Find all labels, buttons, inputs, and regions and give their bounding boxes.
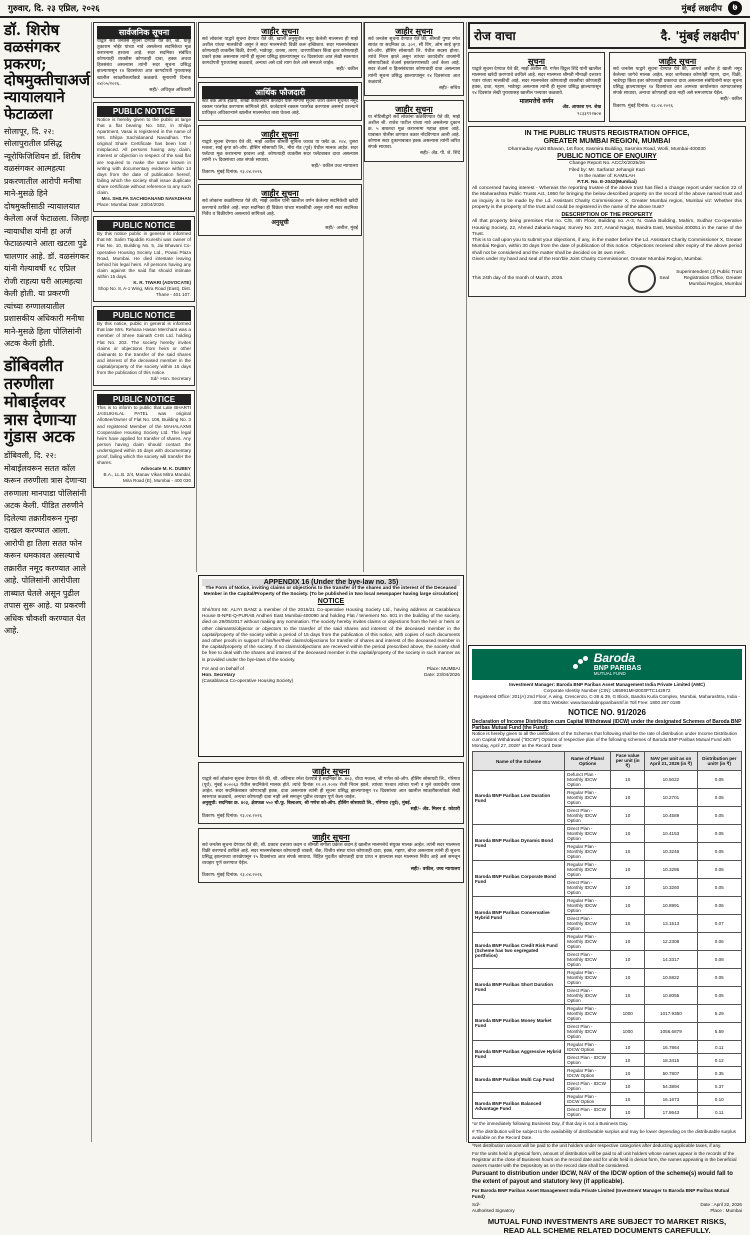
notice-pair <box>468 52 746 126</box>
cell-face-value: 1000 <box>611 1005 645 1023</box>
bnp-sign-left <box>472 1202 515 1214</box>
story-dombivli: डोंबिवली, दि. २२: मोबाईलवरून सतत कॉल करून तरुणीला त्रास देणाऱ्या तरुणाला मानपाडा पोलिसांनी अटक केली. पीडित तरुणीने दिलेल्या तक्रारीवरून गुन्हा दाखल करण्यात आला. आरोपी हा तिला सतत फोन करून धमकावत असल्याचे तक्रारीत नमूद करण्यात आले आहे. पोलिसांनी आरोपीला ताब्यात घेतले असून पुढील तपास सुरू आहे. या प्रकरणी अधिक चौकशी करण्यात येत आहे. <box>4 451 87 636</box>
cell-nav: 10.3246 <box>645 843 697 861</box>
cell-option: Direct Plan - Monthly IDCW Option <box>565 1023 611 1041</box>
notice-title: जाहीर सूचना <box>312 766 350 776</box>
notice-title: जाहीर सूचना <box>261 188 299 199</box>
column-rule <box>91 22 92 1142</box>
possession-notice <box>198 82 362 121</box>
cell-nav: 54.3894 <box>645 1080 697 1093</box>
appendix-place: Place: MUMBAI <box>426 665 460 671</box>
notice-title: सूचना <box>528 56 545 66</box>
cell-nav: 10.5022 <box>645 771 697 789</box>
cell-nav: 10.8991 <box>645 897 697 915</box>
notice-signature: सही/- वकील, उच्च न्यायालय <box>410 867 460 873</box>
table-row <box>473 825 742 843</box>
bnp-footnote-2: # The distribution will be subject to the availability of distributable surplus and may be lower depending on the distributable surplus available on the Record Date. <box>472 1129 736 1141</box>
bnp-notice-title: NOTICE NO. 91/2026 <box>568 707 646 717</box>
cell-distribution: 0.07 <box>697 915 741 933</box>
cell-option: Regular Plan - Monthly IDCW Option <box>565 897 611 915</box>
cell-option: Regular Plan - Monthly IDCW Option <box>565 1005 611 1023</box>
notice-body: सर्व जनतेस याद्वारे सूचना देण्यात येते की, आमचे अशील हे खाली नमूद केलेल्या जागेचे मालक आहेत. सदर जागेबाबत कोणतेही गहाण, दान, विक्री, भाडेपट्टा किंवा इतर कोणत्याही प्रकारचा दावा असल्यास संबंधितांनी सदर सूचना प्रसिद्ध झाल्यापासून १४ दिवसांच्या आत आमच्या कार्यालयात कागदपत्रांसह संपर्क साधावा, अन्यथा कोणताही दावा नाही असे समजण्यात येईल. <box>613 67 742 97</box>
cell-face-value: 10 <box>611 1093 645 1106</box>
cell-option: Regular Plan - IDCW Option <box>565 1067 611 1080</box>
notice-signature: सही/- अशील, मुंबई <box>325 225 358 231</box>
registrar-signatory: Superintendent (J) Public Trust Registration Office, Greater Mumbai Region, Mumbai <box>676 269 742 287</box>
notice-signature: Mrs. SHILPA SACHIDANAND NAVADHAN <box>101 196 191 202</box>
registrar-desc: All that property being premises Flat no. C/5, 4th Floor, Building no. A-3, N. Gana Building, Mahim, Sudhar Co-operative Housing Society, 22, Ahmed Zakaria Nagar, Survey No. 247, Anand Nagar, Bandra East, Mumbai 400051 in the name of the Trust. <box>472 219 742 237</box>
bnp-logo <box>472 649 742 680</box>
notice-signature: सही/- वकील <box>336 67 358 73</box>
masthead-right <box>682 1 742 15</box>
cell-face-value: 10 <box>611 897 645 915</box>
cell-face-value: 10 <box>611 1041 645 1054</box>
cell-face-value: 10 <box>611 789 645 807</box>
cell-option: Regular Plan - Monthly IDCW Option <box>565 843 611 861</box>
cell-option: Direct Plan - Monthly IDCW Option <box>565 987 611 1005</box>
cell-nav: 10.3260 <box>645 879 697 897</box>
cell-distribution: 0.06 <box>697 897 741 915</box>
table-row <box>473 1041 742 1054</box>
cell-face-value: 10 <box>611 1080 645 1093</box>
notice-title: जाहीर सूचना <box>395 26 433 36</box>
notice-body: सर्व लोकांना याद्वारे सूचना देण्यात येते की, खाली अनुसूचीत नमूद केलेली मालमत्ता ही माझे अशील यांच्या मालकीची असून ते सदर मालमत्तेची विक्री करू इच्छितात. सदर मालमत्तेबाबत कोणत्याही व्यक्तीस विक्री, देणगी, भाडेपट्टा, वारसा, तारण, धारणाधिकार किंवा इतर कोणत्याही प्रकारे हक्क असल्यास त्यांनी ही सूचना प्रसिद्ध झाल्यापासून १४ दिवसांच्या आत लेखी स्वरूपात कागदोपत्री पुराव्यांसह कळवावे, अन्यथा असे दावे त्याग केले असे समजले जाईल. <box>202 37 358 67</box>
cell-option: Regular Plan - Monthly IDCW Option <box>565 789 611 807</box>
bnp-intro: Notice is hereby given to all the unitholders of the Schemes that following shall be the rate of distribution under Income Distribution cum Capital Withdrawal ("IDCW") Options of respective plan of the following schemes of Baroda BNP Paribas Mutual Fund with Monday, April 27, 2026* as the Record Date: <box>472 731 738 749</box>
cell-distribution: 0.05 <box>697 771 741 789</box>
registrar-sign-block <box>628 265 742 293</box>
cell-face-value: 10 <box>611 1054 645 1067</box>
registrar-desc-heading: DESCRIPTION OF THE PROPERTY <box>561 211 653 218</box>
bnp-for: For Baroda BNP Paribas Asset Management India Private Limited (Investment Manager to Baroda BNP Paribas Mutual Fund) <box>472 1188 730 1200</box>
notice-deshpande <box>198 762 464 824</box>
public-notice-patel <box>93 390 195 488</box>
promo-right: दै. 'मुंबई लक्षदीप' <box>660 29 740 43</box>
appendix-title: APPENDIX 16 (Under the bye-law no. 35) <box>202 579 460 586</box>
registrar-heading-1: IN THE PUBLIC TRUSTS REGISTRATION OFFICE, <box>524 129 690 137</box>
notice-signature: सही/- वकील <box>720 97 742 103</box>
cell-distribution: 0.05 <box>697 861 741 879</box>
cell-face-value: 10 <box>611 879 645 897</box>
cell-option: Direct Plan - IDCW Option <box>565 1080 611 1093</box>
cell-face-value: 10 <box>611 987 645 1005</box>
registrar-filed-by: Filed by: Mr. Sarfaraz Jehangir Kazi <box>569 167 645 173</box>
cell-nav: 10.8055 <box>645 987 697 1005</box>
bnp-logo-name: Baroda <box>593 651 636 665</box>
cell-scheme: Baroda BNP Paribas Conservative Hybrid Fund <box>473 897 565 933</box>
registrar-footer <box>472 265 742 293</box>
notice-c4-2 <box>364 100 464 162</box>
bnp-disclaimer-1: MUTUAL FUND INVESTMENTS ARE SUBJECT TO MARKET RISKS, <box>487 1217 727 1227</box>
appendix-subtitle: The Form of Notice, inviting claims or objections to the transfer of the shares and the interest of the Deceased Member in the Capital/Property of the Society. (To be published in two local newspaper having large circulation) <box>203 586 459 597</box>
notices-column-2 <box>93 22 195 1142</box>
cell-nav: 18.3415 <box>645 1054 697 1067</box>
cell-scheme: Baroda BNP Paribas Dynamic Bond Fund <box>473 825 565 861</box>
idcw-table-body <box>473 771 742 1119</box>
table-row <box>473 969 742 987</box>
notice-title: जाहीर सूचना <box>658 56 697 66</box>
bnp-date: Date : April 22, 2026 <box>700 1202 742 1208</box>
cell-face-value: 1000 <box>611 1023 645 1041</box>
cell-scheme: Baroda BNP Paribas Multi Cap Fund <box>473 1067 565 1093</box>
cell-distribution: 0.37 <box>697 1080 741 1093</box>
notice-body: याद्वारे सर्व लोकांना सूचना देण्यात येते की, श्री. अविनाश रमेश देशपांडे हे सदनिका क्र. ४०३, चौथा मजला, श्री गणेश को-ऑप. हौसिंग सोसायटी लि., गोरेगाव (पूर्व), मुंबई ४०००६३ येथील सदनिकेचे मालक होते. त्यांचे दिनांक १२.०१.२०२४ रोजी निधन झाले. त्यांच्या पश्चात त्यांच्या पत्नी व मुले कायदेशीर वारस आहेत. सदर सदनिकेबाबत कोणाचाही हक्क, दावा असल्यास त्यांनी ही सूचना प्रसिद्ध झाल्यापासून १४ दिवसांच्या आत खालील स्वाक्षरीकर्त्याकडे लेखी स्वरूपात कळवावे, अन्यथा कोणताही दावा नाही असे समजून पुढील व्यवहार पूर्ण केला जाईल. <box>202 777 460 801</box>
bnp-logo-sub: MUTUAL FUND <box>593 670 626 676</box>
issue-date: गुरुवार, दि. २३ एप्रिल, २०२६ <box>8 3 100 14</box>
headline-dombivli: डोंबिवलीत तरुणीला मोबाईलवर त्रास देणाऱ्या गुंडास अटक <box>4 355 76 447</box>
appendix-date: Date: 23/04/2026 <box>424 672 460 678</box>
bnp-footnote-3: ^Net distribution amount will be paid to the unit holders under respective categories after deducting applicable taxes, if any. <box>472 1143 722 1149</box>
cell-distribution: 0.08 <box>697 951 741 969</box>
cell-option: Defunct Plan - Monthly IDCW Option <box>565 771 611 789</box>
notice-place-date: ठिकाण: मुंबई दिनांक: २३.०४.२०२६ <box>202 813 262 819</box>
notice-place-date: ठिकाण: मुंबई दिनांक: २३.०४.२०२६ <box>202 873 262 879</box>
registrar-ptr: P.T.R. No. E-2042(Mumbai) <box>577 179 637 185</box>
notice-title: जाहीर सूचना <box>312 831 350 842</box>
cell-distribution: 5.29 <box>697 1005 741 1023</box>
cell-nav: 1056.6879 <box>645 1023 697 1041</box>
schedule-heading: मालमत्तेचे वर्णन <box>519 98 554 106</box>
bnp-logo-name2: BNP PARIBAS <box>593 664 642 672</box>
registrar-given: Given under my hand and seal of the Hon'ble Joint Charity Commissioner, Greater Mumbai Region, Mumbai. <box>472 256 703 262</box>
cell-nav: 13.1513 <box>645 915 697 933</box>
notice-body: याद्वारे सूचना देण्यात येते की, माझे अशील श्री. गणेश विठ्ठल शिंदे यांनी खालील मालमत्ता खरेदी करण्याचे ठरविले आहे. सदर मालमत्ता श्रीमती मीनाक्षी दत्तात्रय पवार यांच्या मालकीची आहे. सदर मालमत्तेवर कोणत्याही व्यक्तीचा कोणताही हक्क, दावा, गहाण, भाडेपट्टा असल्यास त्यांनी ही सूचना प्रसिद्ध झाल्यापासून १४ दिवसांत लेखी पुराव्यासह खालील पत्त्यावर कळवावे. <box>472 67 601 97</box>
table-row <box>473 1093 742 1106</box>
notice-place-date: Place: Mumbai Date: 23/04/2026 <box>97 202 164 208</box>
notice-schedule: अनुसूची: सदनिका क्र. ४०३, क्षेत्रफळ ५५० चौ.फू. बिल्टअप, श्री गणेश को-ऑप. हौसिंग सोसायटी लि., गोरेगाव (पूर्व), मुंबई. <box>202 801 412 807</box>
cell-option: Regular Plan - Monthly IDCW Option <box>565 861 611 879</box>
notice-body: सर्व लोकांना कळविण्यात येते की, माझे अशील यांनी खालील वर्णन केलेल्या सदनिकेची खरेदी करण्याचे ठरविले आहे. सदर सदनिका ही विक्रेता यांच्या मालकीची असून त्यांनी सदर सदनिका निर्वेध व विक्रीयोग्य असल्याचे सांगितले आहे. <box>202 199 358 217</box>
cell-distribution: 0.06 <box>697 933 741 951</box>
cell-option: Direct Plan - Monthly IDCW Option <box>565 879 611 897</box>
appendix-signatory: Hon. Secretary <box>202 672 236 678</box>
registrar-notice-title: PUBLIC NOTICE OF ENQUIRY <box>557 152 657 160</box>
cell-option: Direct Plan - Monthly IDCW Option <box>565 915 611 933</box>
cell-scheme: Baroda BNP Paribas Money Market Fund <box>473 1005 565 1041</box>
cell-scheme: Baroda BNP Paribas Corporate Bond Fund <box>473 861 565 897</box>
notice-signature: सही/- अधिकृत अधिकारी <box>149 87 191 93</box>
table-row <box>473 1067 742 1080</box>
bnp-sign-right <box>700 1202 742 1214</box>
notice-phone: ९८३३९९२७०४ <box>577 111 601 117</box>
notices-column-3 <box>198 22 362 572</box>
promo-left: रोज वाचा <box>474 29 516 43</box>
registrar-closing: This is to call upon you to submit your objections, if any, in the matter before the Ld. Assistant Charity Commissioner X, Greater Mumbai Region, within 30 days from the date of publication of this notice. Objections received after expiry of the above period shall not be considered and the matter shall be decided on its own merit. <box>472 238 742 256</box>
idcw-table-header <box>473 752 742 771</box>
registrar-dated: This 24th day of the month of March, 2026. <box>472 275 564 281</box>
cell-distribution: 0.05 <box>697 789 741 807</box>
bnp-sign-row <box>472 1202 742 1214</box>
table-row <box>473 897 742 915</box>
notice-title: PUBLIC NOTICE <box>97 220 191 231</box>
seal-icon <box>628 265 656 293</box>
notice-body: सर्व जनतेस सूचना देण्यात येते की, श्रीमती पुष्पा रमेश सावंत या सदनिका क्र. ३०२, सी विंग, ओम साई कृपा को-ऑप. हौसिंग सोसायटी लि. येथील सदस्य होत्या. त्यांचे निधन झाले असून त्यांच्या कायदेशीर वारसांनी सोसायटीकडे शेअर्स हस्तांतरणासाठी अर्ज केला आहे. सदर शेअर्स व हितसंबंधावर कोणाचाही दावा असल्यास त्यांनी सूचना प्रसिद्ध झाल्यापासून १४ दिवसांच्या आत कळवावे. <box>368 37 460 85</box>
registrar-case-no: Change Report No. ACC/X/2025/26 <box>569 161 645 167</box>
notice-place-date: ठिकाण: मुंबई दिनांक: २३.०४.२०२६ <box>613 103 673 109</box>
notice-owners <box>609 52 746 122</box>
notice-signature: सही/- वकील उच्च न्यायालय <box>311 164 358 170</box>
bnp-authorised: Authorised Signatory <box>472 1208 515 1214</box>
notice-body: This is to inform to public that Late BHARTI JAISUKHLAL PATEL was original Allottee/Owner of Flat No. 106, Building No. 3 and registered Member of the MAHALAXMI Cooperative Housing Society Ltd. The legal heirs have applied for transfer of shares. Any person having claim should contact the undersigned within 15 days with documentary proof, failing which the society will transfer the shares. <box>97 405 191 466</box>
notice-body: स्टेट बँक ऑफ इंडिया, शाखा कार्यालयाने कर्जदार यांस मागणी सूचना जारी करून सूचनेत नमूद रक्कम परतफेड करण्यास सांगितले होते. कर्जदाराने रक्कम परतफेड करण्यास असमर्थ ठरल्याने प्राधिकृत अधिकाऱ्याने खालील मालमत्तेचा ताबा घेतला आहे. <box>202 98 358 116</box>
cell-nav: 16.7864 <box>645 1041 697 1054</box>
appendix-body: Shri/Smt Mr. ALIYI BANZ a member of the 2016/21 Co-operative Housing Society Ltd., having address at Casablanca House B-NPE-Q-PURAB Andheri East Mumbai-400090 and holding Flat / tenement No. 601 in the building of the society, died on 29/05/2017 without making any nomination. The society hereby invites claims or objections from the heir or heirs or other claimants/objector or objectors to the transfer of the said shares and interest of the deceased member in the capital/property of the society within a period of 15 days from the publication of this notice, with copies of such documents and other proofs in support of his/her/their claims/objections for transfer of shares and interest of the deceased member in the capital/property of the society. If no claims/objections are received within the period prescribed above, the society shall be free to deal with the shares and interest of the deceased member in the capital/property of the society in such manner as is provided under the bye-laws of the society. <box>202 607 460 662</box>
cell-face-value: 10 <box>611 861 645 879</box>
notice-body: या नोटिसीद्वारे सर्व लोकांना कळविण्यात येते की, माझे अशील श्री. राजेश पाटील यांच्या नावे असलेल्या दुकान क्र. ५ बाबतचा मूळ करारनामा गहाळ झाला आहे. याबाबत पोलीस ठाण्यात तक्रार नोंदविण्यात आली आहे. कोणास सदर दुकानाबाबत हक्क असल्यास त्यांनी त्वरित संपर्क साधावा. <box>368 114 460 151</box>
bnp-cin: Corporate Identity Number (CIN): U65991MH2003PTC142972 <box>543 687 671 693</box>
page-number: ७ <box>728 1 742 15</box>
notice-c3-3 <box>198 184 362 235</box>
notice-signature: सही/- ॲड. पी. जे. शिंदे <box>420 151 460 157</box>
bnp-office: Registered Office: 201(A) 2nd Floor, A wing, Crescenzo, C-38 & 39, G Block, Bandra Kurla Complex, Mumbai, Maharashtra, India - 400 051 Website: www.barodabnpparibasmf.in Toll Free: 1800 267 0189 <box>474 693 740 705</box>
cell-nav: 50.7807 <box>645 1067 697 1080</box>
cell-scheme: Baroda BNP Paribas Aggressive Hybrid Fund <box>473 1041 565 1067</box>
cell-face-value: 10 <box>611 933 645 951</box>
bnp-sd: Sd/- <box>472 1202 481 1208</box>
cell-nav: 10.2701 <box>645 789 697 807</box>
notice-body: सर्व जनतेस सूचना देण्यात येते की, श्री. प्रकाश दत्तात्रय कदम व श्रीमती संगीता प्रकाश कदम हे खालील मालमत्तेचे संयुक्त मालक आहेत. त्यांनी सदर मालमत्ता विक्री करण्याचे ठरविले आहे. सदर मालमत्तेबाबत कोणत्याही व्यक्ती, बँक, वित्तीय संस्था यांचा कोणताही दावा, हक्क, गहाण, बोजा असल्यास त्यांनी ही सूचना प्रसिद्ध झाल्याच्या तारखेपासून १५ दिवसांच्या आत संपर्क साधावा. विहित मुदतीत कोणताही दावा प्राप्त न झाल्यास सदर मालमत्ता निर्वेध आहे असे समजून व्यवहार पूर्ण करण्यात येईल. <box>202 842 460 866</box>
notice-title: सार्वजनिक सूचना <box>97 26 191 39</box>
cell-option: Direct Plan - Monthly IDCW Option <box>565 951 611 969</box>
notice-body: By this notice public in general is informed that Mr. Salim Tajuddin Kureshi was owner of Flat No. 10, Building No. 5, Jai Bhavani Co-operative Housing Society Ltd., Powai Plaza Road, Mumbai. He died intestate leaving behind his legal heirs. All persons having any claim against the said flat should intimate within 15 days. <box>97 231 191 279</box>
cell-distribution: 0.10 <box>697 1093 741 1106</box>
notice-signature: सही/- ॲड. मिलन इं. कोठारी <box>410 807 460 813</box>
appendix-left <box>202 666 293 685</box>
cell-distribution: 0.11 <box>697 1041 741 1054</box>
registrar-matter: In the matter of: KAMILAH <box>579 173 635 179</box>
cell-distribution: 0.05 <box>697 987 741 1005</box>
notice-place-date: ठिकाण: मुंबई दिनांक: २३.०४.२०२६ <box>202 170 262 176</box>
headline-valsangkar: डॉ. शिरोष वळसंगकर प्रकरण; दोषमुक्तीचाअर्ज न्यायालयाने फेटाळला <box>4 21 90 123</box>
col-nav: NAV per unit as on April 21, 2026 (in ₹) <box>645 752 697 771</box>
notice-signature: Advocate M. K. DUBEY <box>140 466 191 472</box>
bnp-disclaimer <box>472 1217 742 1235</box>
cell-nav: 10.4153 <box>645 825 697 843</box>
cell-option: Regular Plan - Monthly IDCW Option <box>565 969 611 987</box>
notice-body: By this notice, public in general is informed that late Mrs. Rehana Hasan Merchant was a member of Shree Sainath CHS Ltd. holding Flat No. 203. The society hereby invites claims or objections from heirs or other claimants to the transfer of the said shares and interest of the deceased member in the capital/property of the society within 15 days from the publication of this notice. <box>97 321 191 376</box>
bnp-stars-icon <box>573 656 589 672</box>
notice-kadam <box>198 828 464 884</box>
notice-sarvajanik <box>93 22 195 98</box>
public-notice-navadhan <box>93 102 195 212</box>
cell-option: Regular Plan - IDCW Option <box>565 1093 611 1106</box>
notice-body: Notice is hereby given to the public at large that a flat bearing No. 502, in Shilpa Apartment, Vasai is registered in the name of Mrs. Shilpa Sachidanand Navadhan. The original Share Certificate has been lost / misplaced. All persons having any claim, interest or objection in respect of the said flat are required to make the same known in writing with documentary evidence within 14 days from the date of publication hereof, failing which the society shall issue duplicate share certificate without reference to any such claim. <box>97 116 191 195</box>
cell-nav: 16.1673 <box>645 1093 697 1106</box>
notice-shinde <box>468 52 605 122</box>
cell-option: Direct Plan - Monthly IDCW Option <box>565 825 611 843</box>
cell-face-value: 10 <box>611 1067 645 1080</box>
bnp-logo-text <box>594 652 642 677</box>
seal-label: Seal <box>659 275 669 281</box>
table-row <box>473 933 742 951</box>
notice-signature: सही/- सचिव <box>438 85 460 91</box>
cell-scheme: Baroda BNP Paribas Balanced Advantage Fund <box>473 1093 565 1119</box>
public-notice-kureshi <box>93 216 195 302</box>
cell-face-value: 10 <box>611 843 645 861</box>
cell-nav: 1017.9350 <box>645 1005 697 1023</box>
appendix-for: For and on behalf of <box>202 665 244 671</box>
appendix-notice-heading: NOTICE <box>317 598 345 605</box>
table-row <box>473 861 742 879</box>
cell-nav: 12.2308 <box>645 933 697 951</box>
newspaper-name: मुंबई लक्षदीप <box>681 3 722 14</box>
column-rule <box>466 22 467 1142</box>
cell-option: Direct Plan - IDCW Option <box>565 1106 611 1119</box>
cell-distribution: 0.35 <box>697 1067 741 1080</box>
column-rule <box>196 22 197 572</box>
masthead <box>0 0 750 18</box>
notice-title: आर्थिक फौजदारी <box>202 86 358 99</box>
cell-distribution: 0.11 <box>697 1106 741 1119</box>
notice-title: PUBLIC NOTICE <box>97 310 191 321</box>
cell-option: Direct Plan - IDCW Option <box>565 1054 611 1067</box>
cell-scheme: Baroda BNP Paribas Credit Risk Fund (Scheme has two segregated portfolios) <box>473 933 565 969</box>
cell-distribution: 0.05 <box>697 843 741 861</box>
cell-distribution: 0.05 <box>697 825 741 843</box>
promo-banner <box>468 22 746 49</box>
cell-option: Regular Plan - Monthly IDCW Option <box>565 933 611 951</box>
col-face-value: Face value per unit (in ₹) <box>611 752 645 771</box>
appendix-right <box>424 666 460 685</box>
cell-option: Direct Plan - Monthly IDCW Option <box>565 807 611 825</box>
table-row <box>473 1005 742 1023</box>
notice-signature: ॲड. आकाश एन. शेख <box>562 105 601 111</box>
cell-face-value: 10 <box>611 771 645 789</box>
cell-nav: 14.3317 <box>645 951 697 969</box>
cell-nav: 10.3286 <box>645 861 697 879</box>
baroda-bnp-idcw-notice <box>468 645 746 1235</box>
col-option: Name of Plans/ Options <box>565 752 611 771</box>
cell-face-value: 10 <box>611 969 645 987</box>
col-distribution: Distribution per unit# (in ₹) <box>697 752 741 771</box>
notice-signature: Sd/- Hon. Secretary <box>150 376 191 382</box>
appendix-society: (Casablanca Co-operative Housing Society) <box>202 678 294 684</box>
story-valsangkar: सोलापूर, दि. २२: सोलापुरातील प्रसिद्ध न्यूरोफिजिशियन डॉ. शिरीष वळसंगकर आत्महत्या प्रकरणातील आरोपी मनीषा माने-मुसळे हिने दोषमुक्तीसाठी न्यायालयात केलेला अर्ज फेटाळला. जिल्हा न्यायाधीश यांनी हा अर्ज फेटाळल्याने आता खटला पुढे चालणार आहे. डॉ. वळसंगकर यांनी गेल्यावर्षी १८ एप्रिल रोजी राहत्या घरी आत्महत्या केली होती. या प्रकरणी त्यांच्या रुग्णालयातील प्रशासकीय अधिकारी मनीषा माने-मुसळे हिला पोलिसांनी अटक केली होती. <box>4 126 90 349</box>
idcw-table <box>472 751 742 1119</box>
charity-commissioner-notice <box>468 126 746 297</box>
registrar-heading-2: GREATER MUMBAI REGION, MUMBAI <box>543 138 671 146</box>
bnp-pursuant: Pursuant to distribution under IDCW, NAV of the IDCW option of the scheme(s) would fall to the extent of payout and statutory levy (if applicable). <box>472 1171 733 1185</box>
notice-title: PUBLIC NOTICE <box>97 394 191 405</box>
table-row <box>473 771 742 789</box>
notice-c3-1 <box>198 22 362 78</box>
bnp-footnote-1: *or the immediately following Business Day, if that day is not a Business Day. <box>472 1121 629 1127</box>
cell-distribution: 5.59 <box>697 1023 741 1041</box>
bnp-footnote-4: For the units held in physical form, amount of distribution will be paid to all unit holders whose names appear in the records of the Registrar at the close of Business hours on the record date and for units held in demat form, the names appearing in the beneficial owners master with the Depository as on the record date shall be considered. <box>472 1151 737 1169</box>
notice-body: याद्वारे सूचना देण्यात येते की, माझे अशील श्रीमती सुनिता जाधव या फ्लॅट क्र. २०४, दुसरा मजला, साई कृपा को-ऑप. हौसिंग सोसायटी लि., मीरा रोड (पूर्व) येथील मालक आहेत. सदर फ्लॅटचा मूळ करारनामा हरवला आहे. कोणत्याही व्यक्तीस सदर फ्लॅटबाबत दावा असल्यास त्यांनी १५ दिवसांच्या आत संपर्क साधावा. <box>202 139 358 164</box>
notice-signature: K. R. TIWARI (ADVOCATE) <box>133 280 191 285</box>
cell-face-value: 10 <box>611 915 645 933</box>
cell-scheme: Baroda BNP Paribas Low Duration Fund <box>473 771 565 825</box>
appendix-footer <box>202 666 460 685</box>
notice-title: PUBLIC NOTICE <box>97 106 191 117</box>
bnp-amc: Investment Manager: Baroda BNP Paribas Asset Management India Private Limited (AMC) <box>509 681 705 687</box>
bottom-center-notices <box>198 762 464 1142</box>
cell-scheme: Baroda BNP Paribas Short Duration Fund <box>473 969 565 1005</box>
notice-address: Shop No. 8, A-1 Wing, Mira Road (East), Dist. Thane - 401 107. <box>97 286 191 298</box>
cell-distribution: 0.12 <box>697 1054 741 1067</box>
cell-distribution: 0.05 <box>697 807 741 825</box>
schedule-heading: अनुसूची <box>271 218 289 226</box>
notice-title: जाहीर सूचना <box>395 103 433 114</box>
notice-body: याद्वारे सर्व जनतेस सूचना देण्यात येते की, श्री. धाकू तुकाराम भोईर यांच्या नावे असलेल्या सदनिकेचा मूळ करारनामा हरवला आहे. सदर सदनिका संबंधित कोणत्याही व्यक्तीस कोणताही दावा, हक्क अथवा हितसंबंध असल्यास त्यांनी सदर सूचना प्रसिद्ध झाल्यापासून १४ दिवसांच्या आत कागदोपत्री पुराव्यासह खालील स्वाक्षरीकर्त्यांकडे कळवावे. सुनावणी दिनांक ०४/०५/२०२६. <box>97 39 191 87</box>
bnp-declaration: Declaration of Income Distribution cum Capital Withdrawal (IDCW) under the designated Schemes of Baroda BNP Paribas Mutual Fund (the Fund): <box>472 718 742 731</box>
notice-address: B.A., LL.B. 2/4, Manav Vikas Mitra Mandal, Mira Road (E), Mumbai - 400 030 <box>103 472 191 484</box>
notice-c3-2 <box>198 125 362 181</box>
bnp-disclaimer-2: READ ALL SCHEME RELATED DOCUMENTS CAREFULLY. <box>503 1226 711 1235</box>
cell-face-value: 10 <box>611 951 645 969</box>
cell-distribution: 0.05 <box>697 879 741 897</box>
registrar-address: Dharmaday Ayukt Bhavan, 1st floor, Sasmira Building, Sasmira Road, Worli, Mumbai-400030 <box>508 146 706 152</box>
cell-option: Regular Plan - IDCW Option <box>565 1041 611 1054</box>
appendix-16-notice <box>198 575 464 757</box>
cell-face-value: 10 <box>611 825 645 843</box>
notice-title: जाहीर सूचना <box>261 26 299 36</box>
notice-c4-1 <box>364 22 464 96</box>
bnp-place: Place : Mumbai <box>710 1208 742 1214</box>
registrar-body: All concerned having interest - Whereas the reporting trustee of the above trust has filed a change report under section 22 of the Maharashtra Public Trusts Act, 1950 for bringing the below described property on the record of the above named trust and an inquiry is to be made by the Ld. Assistant Charity Commissioner X, Greater Mumbai region, Mumbai viz: Whether this property is the property of the trust and could be registered in the name of the above trust? <box>472 186 742 210</box>
cell-nav: 17.8643 <box>645 1106 697 1119</box>
notice-title: जाहीर सूचना <box>261 128 299 139</box>
cell-nav: 10.4589 <box>645 807 697 825</box>
news-column-1 <box>4 22 90 1142</box>
public-notice-merchant <box>93 306 195 386</box>
cell-face-value: 10 <box>611 1106 645 1119</box>
cell-distribution: 0.05 <box>697 969 741 987</box>
col-scheme: Name of the Scheme <box>473 752 565 771</box>
cell-nav: 10.5822 <box>645 969 697 987</box>
notices-column-5 <box>468 22 746 642</box>
notices-column-4 <box>364 22 464 572</box>
cell-face-value: 10 <box>611 807 645 825</box>
